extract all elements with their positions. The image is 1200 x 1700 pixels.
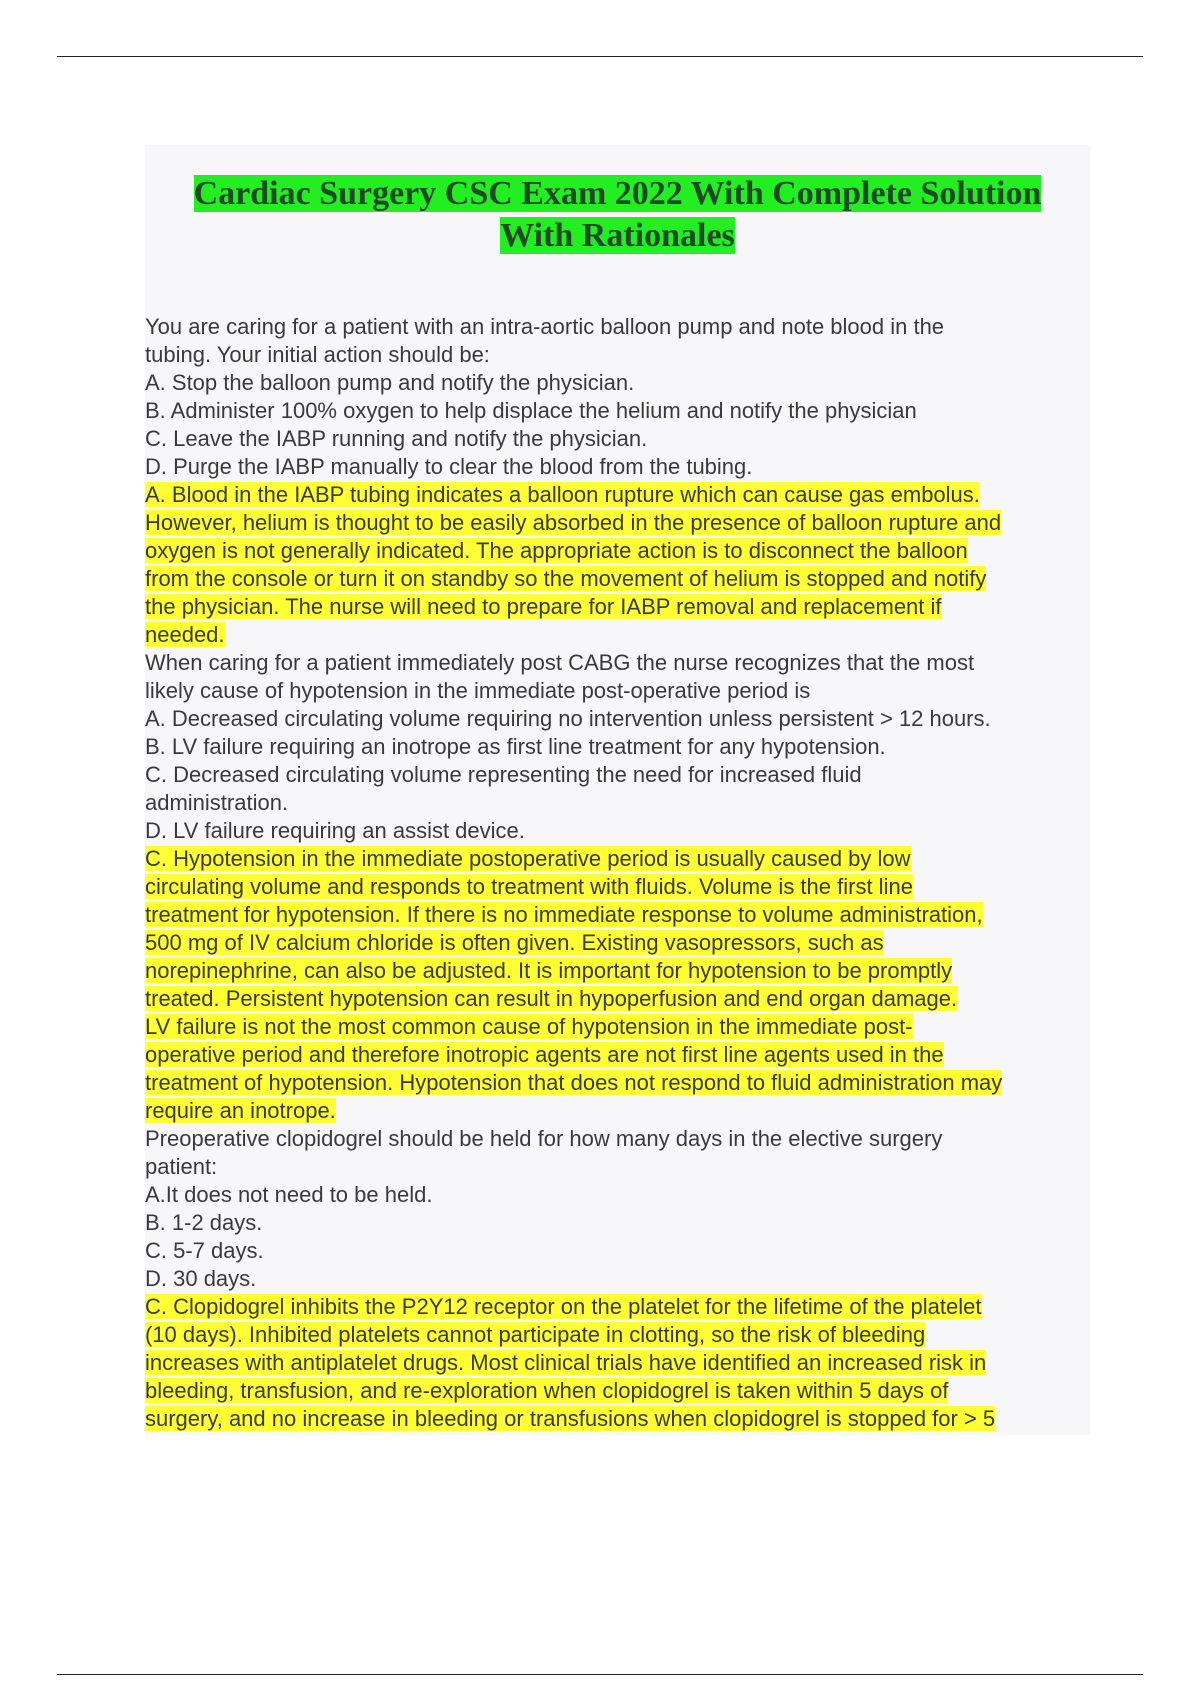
text-line bbox=[145, 957, 1090, 985]
text-line bbox=[145, 1321, 1090, 1349]
text-line bbox=[145, 1069, 1090, 1097]
text-line bbox=[145, 1349, 1090, 1377]
question-block bbox=[145, 313, 1090, 481]
line-text: (10 days). Inhibited platelets cannot participate in clotting, so the risk of bleeding bbox=[145, 1322, 926, 1347]
text-line bbox=[145, 873, 1090, 901]
line-text: the physician. The nurse will need to prepare for IABP removal and replacement if bbox=[145, 594, 942, 619]
line-text: circulating volume and responds to treatment with fluids. Volume is the first line bbox=[145, 874, 913, 899]
line-text: increases with antiplatelet drugs. Most clinical trials have identified an increased risk in bbox=[145, 1350, 987, 1375]
bottom-divider bbox=[57, 1674, 1143, 1675]
text-line bbox=[145, 509, 1090, 537]
text-line bbox=[145, 789, 1090, 817]
text-line bbox=[145, 1181, 1090, 1209]
line-text: C. Clopidogrel inhibits the P2Y12 receptor on the platelet for the lifetime of the platelet bbox=[145, 1294, 982, 1319]
text-line bbox=[145, 733, 1090, 761]
text-line bbox=[145, 1265, 1090, 1293]
line-text: surgery, and no increase in bleeding or transfusions when clopidogrel is stopped for > 5 bbox=[145, 1406, 996, 1431]
text-line bbox=[145, 397, 1090, 425]
text-line bbox=[145, 929, 1090, 957]
line-text: treatment of hypotension. Hypotension that does not respond to fluid administration may bbox=[145, 1070, 1003, 1095]
text-line bbox=[145, 705, 1090, 733]
answer-rationale bbox=[145, 1293, 1090, 1433]
text-line bbox=[145, 1013, 1090, 1041]
line-text: A. Decreased circulating volume requiring no intervention unless persistent > 12 hours. bbox=[145, 706, 991, 731]
line-text: B. Administer 100% oxygen to help displace the helium and notify the physician bbox=[145, 398, 917, 423]
line-text: A. Stop the balloon pump and notify the physician. bbox=[145, 370, 635, 395]
text-line bbox=[145, 1377, 1090, 1405]
line-text: D. Purge the IABP manually to clear the blood from the tubing. bbox=[145, 454, 753, 479]
text-line bbox=[145, 621, 1090, 649]
top-divider bbox=[57, 56, 1143, 57]
text-line bbox=[145, 677, 1090, 705]
line-text: likely cause of hypotension in the immediate post-operative period is bbox=[145, 678, 811, 703]
question-block bbox=[145, 1125, 1090, 1293]
line-text: LV failure is not the most common cause of hypotension in the immediate post- bbox=[145, 1014, 913, 1039]
document-body bbox=[145, 313, 1090, 1433]
text-line bbox=[145, 1153, 1090, 1181]
text-line bbox=[145, 1125, 1090, 1153]
line-text: oxygen is not generally indicated. The appropriate action is to disconnect the balloon bbox=[145, 538, 968, 563]
line-text: treated. Persistent hypotension can result in hypoperfusion and end organ damage. bbox=[145, 986, 958, 1011]
line-text: C. Hypotension in the immediate postoperative period is usually caused by low bbox=[145, 846, 911, 871]
text-line bbox=[145, 1405, 1090, 1433]
text-line bbox=[145, 985, 1090, 1013]
line-text: needed. bbox=[145, 622, 225, 647]
document-page bbox=[145, 145, 1090, 1435]
line-text: B. 1-2 days. bbox=[145, 1210, 263, 1235]
text-line bbox=[145, 481, 1090, 509]
text-line bbox=[145, 313, 1090, 341]
text-line bbox=[145, 537, 1090, 565]
line-text: patient: bbox=[145, 1154, 218, 1179]
line-text: 500 mg of IV calcium chloride is often given. Existing vasopressors, such as bbox=[145, 930, 884, 955]
text-line bbox=[145, 341, 1090, 369]
line-text: C. Leave the IABP running and notify the physician. bbox=[145, 426, 648, 451]
line-text: C. 5-7 days. bbox=[145, 1238, 264, 1263]
line-text: D. 30 days. bbox=[145, 1266, 257, 1291]
document-title bbox=[145, 145, 1090, 257]
text-line bbox=[145, 1293, 1090, 1321]
text-line bbox=[145, 1041, 1090, 1069]
text-line bbox=[145, 1209, 1090, 1237]
line-text: When caring for a patient immediately post CABG the nurse recognizes that the most bbox=[145, 650, 975, 675]
title-line: Cardiac Surgery CSC Exam 2022 With Complete Solution bbox=[193, 175, 1042, 212]
text-line bbox=[145, 425, 1090, 453]
text-line bbox=[145, 761, 1090, 789]
line-text: administration. bbox=[145, 790, 289, 815]
line-text: You are caring for a patient with an intra-aortic balloon pump and note blood in the bbox=[145, 314, 945, 339]
line-text: However, helium is thought to be easily absorbed in the presence of balloon rupture and bbox=[145, 510, 1002, 535]
line-text: operative period and therefore inotropic agents are not first line agents used in the bbox=[145, 1042, 944, 1067]
text-line bbox=[145, 453, 1090, 481]
text-line bbox=[145, 565, 1090, 593]
line-text: bleeding, transfusion, and re-exploration when clopidogrel is taken within 5 days of bbox=[145, 1378, 949, 1403]
text-line bbox=[145, 845, 1090, 873]
text-line bbox=[145, 1237, 1090, 1265]
answer-rationale bbox=[145, 845, 1090, 1125]
line-text: from the console or turn it on standby so the movement of helium is stopped and notify bbox=[145, 566, 987, 591]
line-text: Preoperative clopidogrel should be held for how many days in the elective surgery bbox=[145, 1126, 943, 1151]
text-line bbox=[145, 593, 1090, 621]
line-text: A.It does not need to be held. bbox=[145, 1182, 433, 1207]
text-line bbox=[145, 369, 1090, 397]
line-text: treatment for hypotension. If there is no immediate response to volume administration, bbox=[145, 902, 983, 927]
text-line bbox=[145, 901, 1090, 929]
line-text: C. Decreased circulating volume representing the need for increased fluid bbox=[145, 762, 862, 787]
line-text: D. LV failure requiring an assist device. bbox=[145, 818, 525, 843]
text-line bbox=[145, 649, 1090, 677]
line-text: norepinephrine, can also be adjusted. It is important for hypotension to be promptly bbox=[145, 958, 953, 983]
question-block bbox=[145, 649, 1090, 845]
answer-rationale bbox=[145, 481, 1090, 649]
line-text: tubing. Your initial action should be: bbox=[145, 342, 490, 367]
line-text: B. LV failure requiring an inotrope as first line treatment for any hypotension. bbox=[145, 734, 886, 759]
text-line bbox=[145, 1097, 1090, 1125]
line-text: A. Blood in the IABP tubing indicates a balloon rupture which can cause gas embolus. bbox=[145, 482, 980, 507]
line-text: require an inotrope. bbox=[145, 1098, 336, 1123]
title-line: With Rationales bbox=[500, 217, 735, 254]
text-line bbox=[145, 817, 1090, 845]
